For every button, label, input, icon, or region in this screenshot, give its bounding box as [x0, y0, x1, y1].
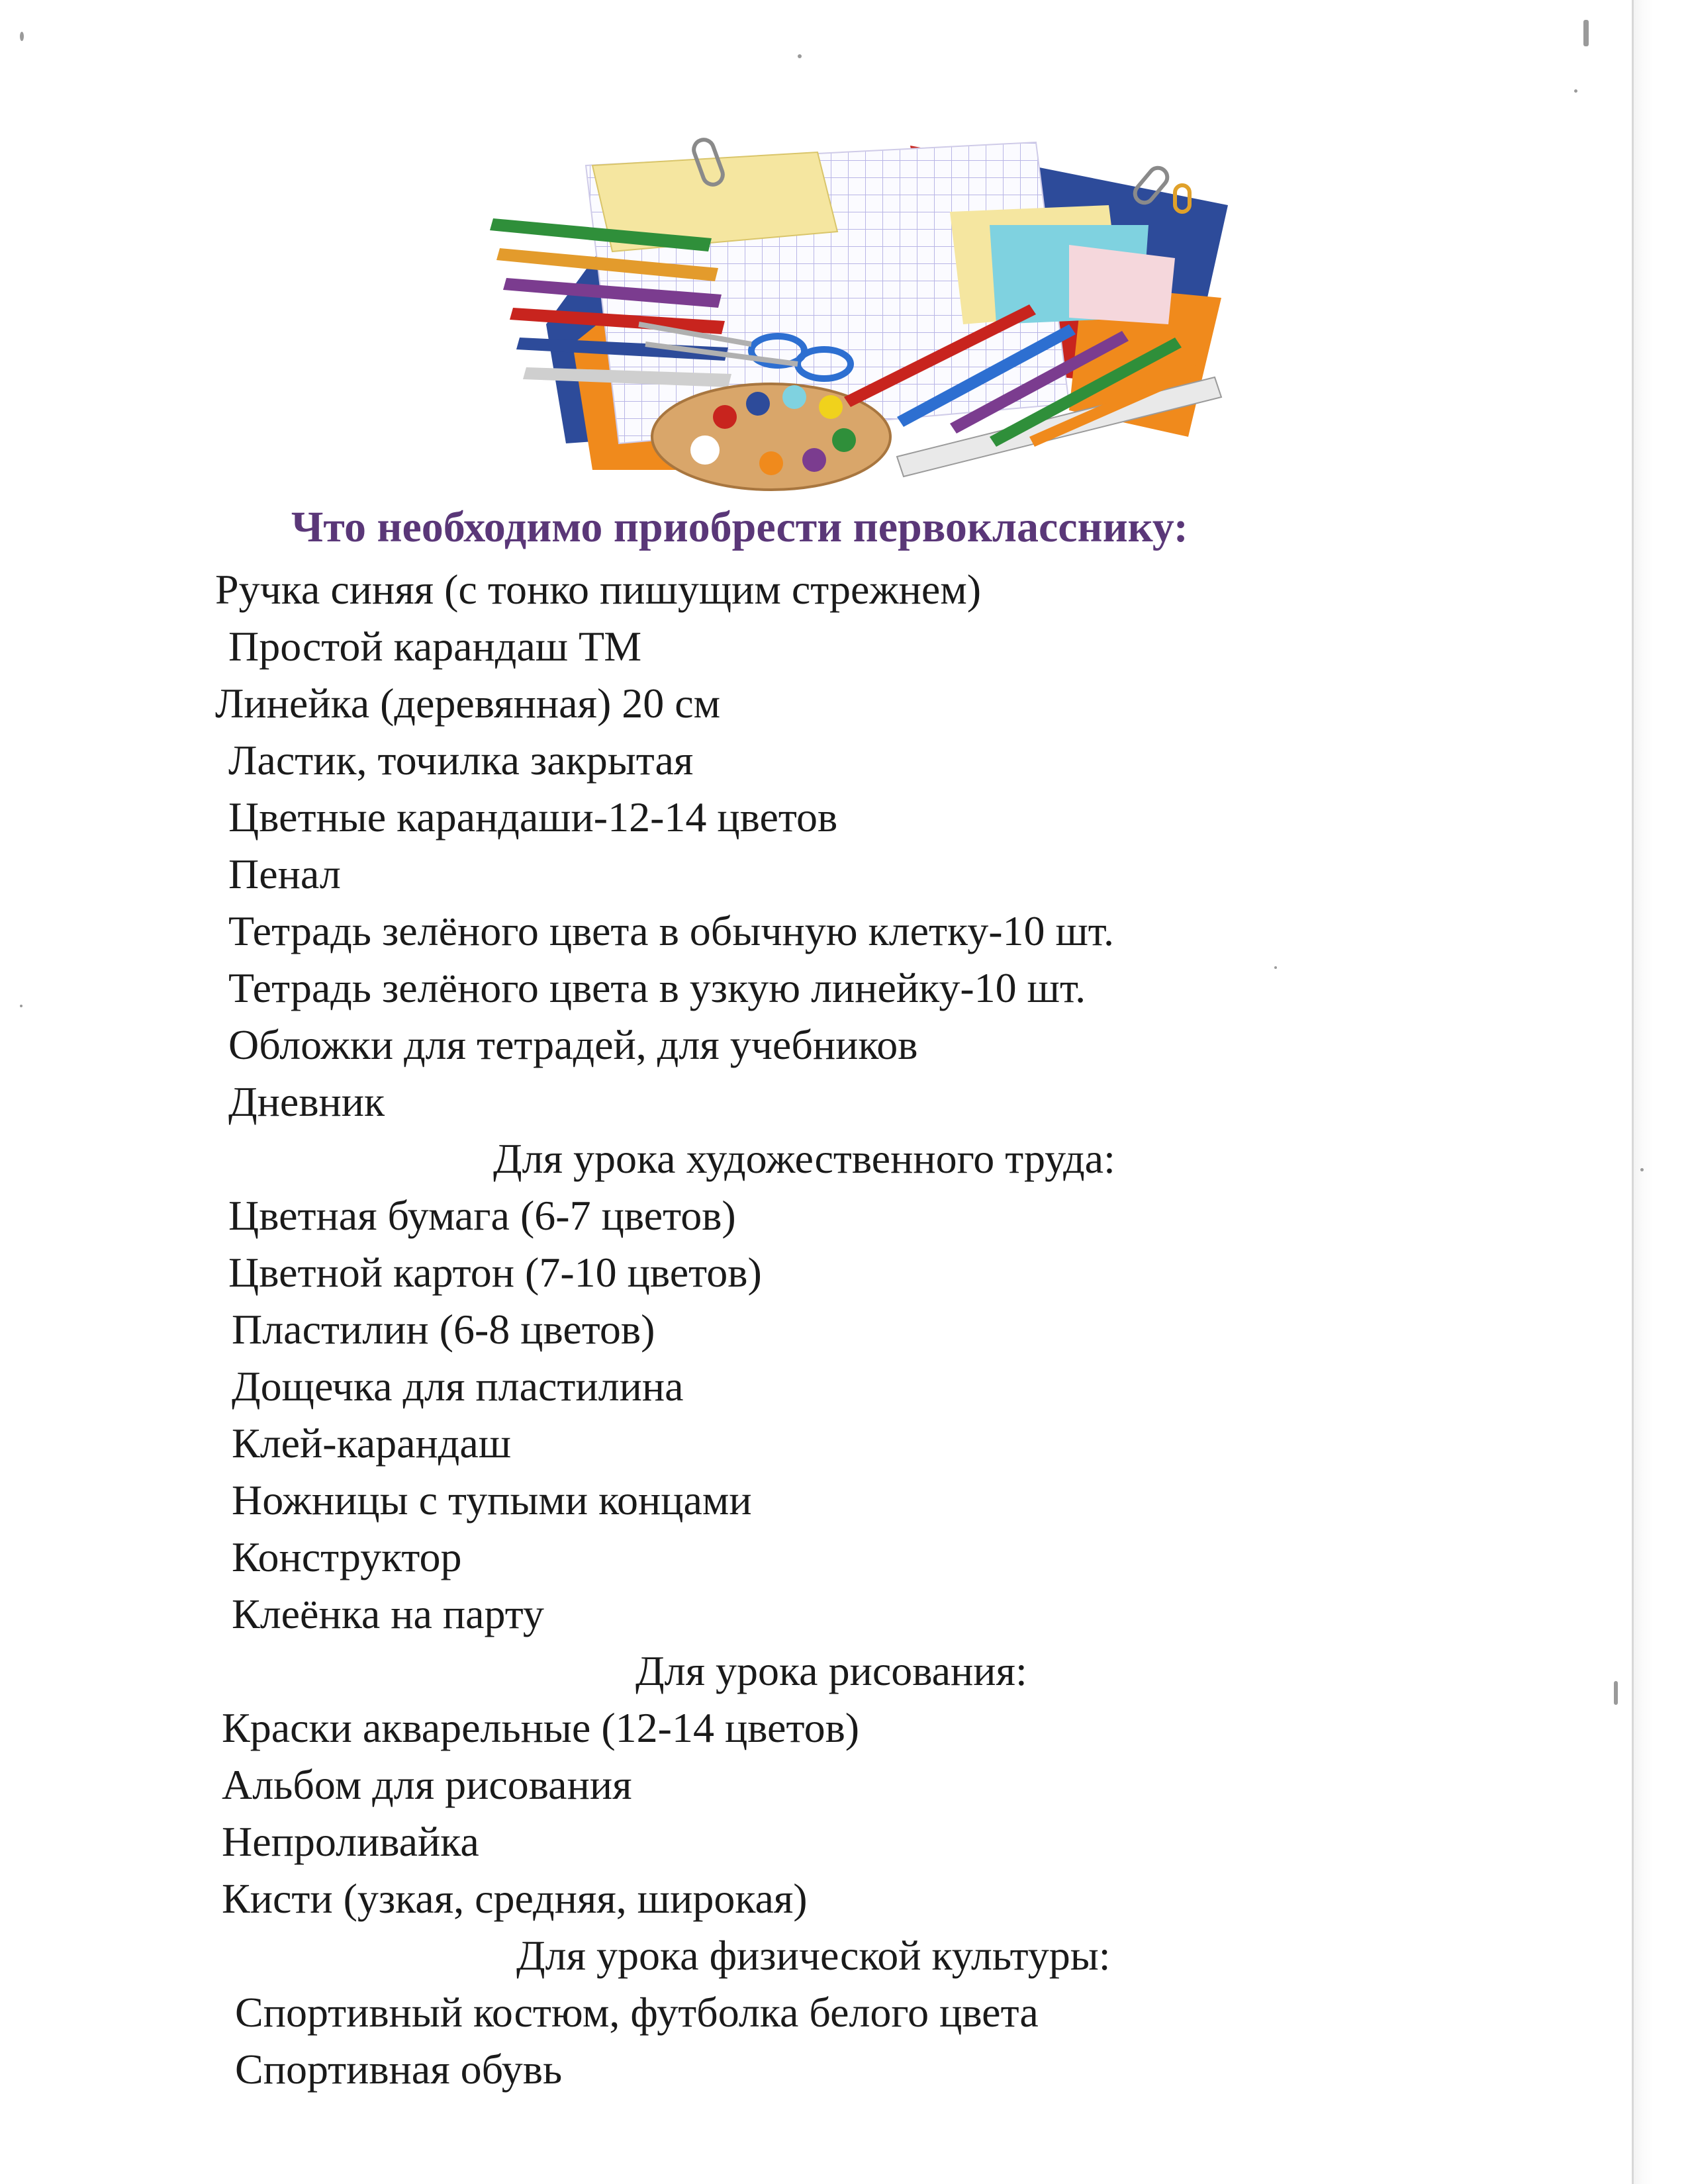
list-item: Альбом для рисования: [222, 1761, 632, 1808]
list-item: Линейка (деревянная) 20 см: [215, 680, 721, 727]
list-item: Спортивный костюм, футболка белого цвета: [235, 1989, 1039, 2036]
scan-speck: [1583, 20, 1589, 46]
list-item: Спортивная обувь: [235, 2046, 563, 2093]
scan-speck: [798, 54, 802, 58]
list-item: Ножницы с тупыми концами: [232, 1477, 752, 1524]
scan-speck: [1274, 966, 1277, 969]
section-heading-drawing: Для урока рисования:: [635, 1647, 1027, 1694]
section-heading-craft: Для урока художественного труда:: [493, 1135, 1115, 1182]
list-item: Дневник: [228, 1078, 385, 1125]
scan-speck: [1614, 1681, 1618, 1705]
list-item: Цветная бумага (6-7 цветов): [228, 1192, 736, 1239]
list-item: Краски акварельные (12-14 цветов): [222, 1704, 860, 1751]
scan-edge: [1632, 0, 1688, 2184]
list-item: Тетрадь зелёного цвета в узкую линейку-10 шт.: [228, 964, 1086, 1011]
list-item: Ластик, точилка закрытая: [228, 737, 694, 784]
scan-speck: [20, 1005, 23, 1007]
page-title: Что необходимо приобрести первокласснику:: [291, 503, 1188, 551]
list-item: Непроливайка: [222, 1818, 479, 1865]
list-item: Конструктор: [232, 1533, 462, 1580]
list-item: Тетрадь зелёного цвета в обычную клетку-10 шт.: [228, 907, 1114, 954]
list-item: Обложки для тетрадей, для учебников: [228, 1021, 918, 1068]
list-item: Кисти (узкая, средняя, широкая): [222, 1875, 808, 1922]
list-item: Цветной картон (7-10 цветов): [228, 1249, 762, 1296]
section-heading-pe: Для урока физической культуры:: [516, 1932, 1111, 1979]
list-item: Клей-карандаш: [232, 1420, 512, 1467]
list-item: Дощечка для пластилина: [232, 1363, 684, 1410]
list-item: Цветные карандаши-12-14 цветов: [228, 794, 838, 841]
list-item: Простой карандаш ТМ: [228, 623, 642, 670]
list-item: Клеёнка на парту: [232, 1590, 544, 1637]
scan-speck: [20, 32, 24, 41]
list-item: Пластилин (6-8 цветов): [232, 1306, 655, 1353]
list-item: Ручка синяя (с тонко пишущим стрежнем): [215, 566, 982, 613]
list-item: Пенал: [228, 850, 341, 897]
scan-speck: [1574, 89, 1577, 93]
school-supplies-illustration: [487, 126, 1235, 496]
scan-speck: [1640, 1168, 1644, 1171]
